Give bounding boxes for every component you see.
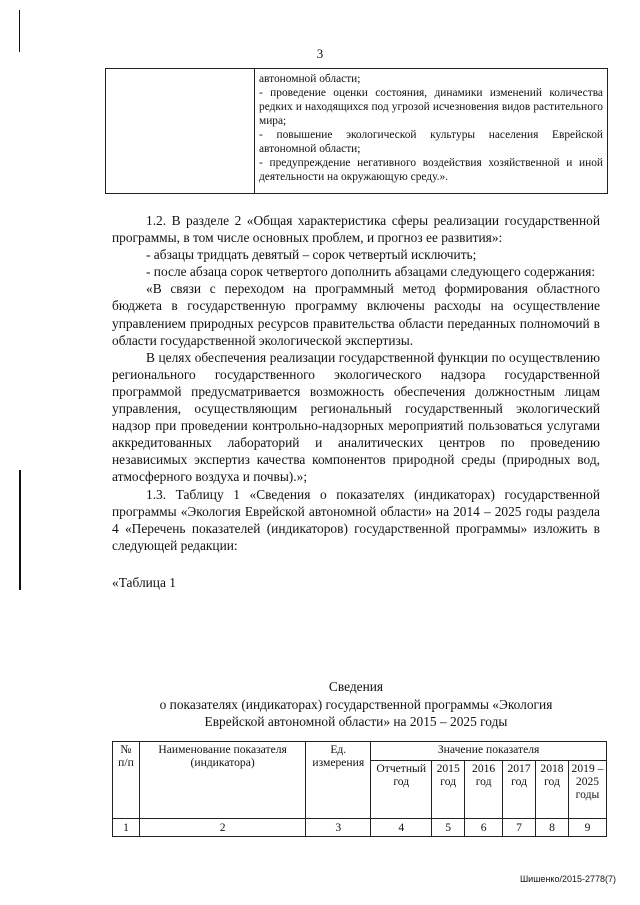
paragraph-quote-2: В целях обеспечения реализации государственной функции по осуществлению регионального государственного экологического надзора государственной программой предусматривается возможность обеспечения должностным лицам управления, осуществляющим региональный государственный экологический надзор при проведении контрольно-надзорных мероприятий пользоваться услугами аккредитованных лабораторий и аналитических центров по проведению независимых экспертиз качества компонентов природной среды (природных вод, атмосферного воздуха и почвы).»; xyxy=(112,349,600,485)
measures-cell xyxy=(255,69,608,194)
column-number: 6 xyxy=(465,819,503,837)
paragraph-exclude: - абзацы тридцать девятый – сорок четвертый исключить; xyxy=(146,247,477,263)
header-year: 2016 год xyxy=(465,761,503,819)
header-unit: Ед. измерения xyxy=(306,742,371,819)
table-heading xyxy=(112,678,600,731)
column-number: 1 xyxy=(113,819,140,837)
empty-cell xyxy=(106,69,255,194)
heading-line-1: Сведения xyxy=(328,679,384,694)
column-number: 2 xyxy=(139,819,305,837)
measure-line: автономной области; xyxy=(259,73,361,85)
header-year: 2015 год xyxy=(432,761,465,819)
header-value: Значение показателя xyxy=(371,742,607,761)
header-name: Наименование показателя (индикатора) xyxy=(139,742,305,819)
measure-line: - предупреждение негативного воздействия хозяйственной и иной деятельности на окружающую среду.». xyxy=(259,157,603,183)
indicator-table xyxy=(112,741,607,837)
paragraph-1-3: 1.3. Таблицу 1 «Сведения о показателях (индикаторах) государственной программы «Экология Еврейской автономной области» на 2014 – 2025 годы раздела 4 «Перечень показателей (индикаторов) государственной программы» изложить в следующей редакции: xyxy=(112,486,600,553)
header-year: 2017 год xyxy=(503,761,536,819)
column-number: 8 xyxy=(536,819,569,837)
column-number: 4 xyxy=(371,819,432,837)
continued-table xyxy=(105,68,608,194)
measure-line: - повышение экологической культуры населения Еврейской автономной области; xyxy=(259,129,603,155)
column-number: 7 xyxy=(503,819,536,837)
heading-line-2: о показателях (индикаторах) государственной программы «Экология xyxy=(159,696,553,712)
paragraph-1-2: 1.2. В разделе 2 «Общая характеристика сферы реализации государственной программы, в том числе основных проблем, и прогноз ее развития»: xyxy=(112,213,600,246)
paragraph-add: - после абзаца сорок четвертого дополнить абзацами следующего содержания: xyxy=(146,264,596,280)
paragraph-quote-1: «В связи с переходом на программный метод формирования областного бюджета в государственную программу включены расходы на осуществление управлением природных ресурсов правительства области переданных полномочий в области государственной экологической экспертизы. xyxy=(112,281,600,348)
table-reference: «Таблица 1 xyxy=(112,574,176,590)
header-year: 2019 – 2025 годы xyxy=(568,761,606,819)
document-footer: Шишенко/2015-2778(7) xyxy=(519,874,616,884)
header-year: Отчетный год xyxy=(371,761,432,819)
header-year: 2018 год xyxy=(536,761,569,819)
column-number: 9 xyxy=(568,819,606,837)
margin-bar xyxy=(19,470,21,590)
measure-line: - проведение оценки состояния, динамики изменений количества редких и находящихся под угрозой исчезновения видов растительного мира; xyxy=(259,87,603,127)
header-num: № п/п xyxy=(113,742,140,819)
body-text xyxy=(112,212,600,591)
column-number: 3 xyxy=(306,819,371,837)
page-number: 3 xyxy=(316,46,324,61)
heading-line-3: Еврейской автономной области» на 2015 – 2025 годы xyxy=(204,714,508,729)
column-number: 5 xyxy=(432,819,465,837)
